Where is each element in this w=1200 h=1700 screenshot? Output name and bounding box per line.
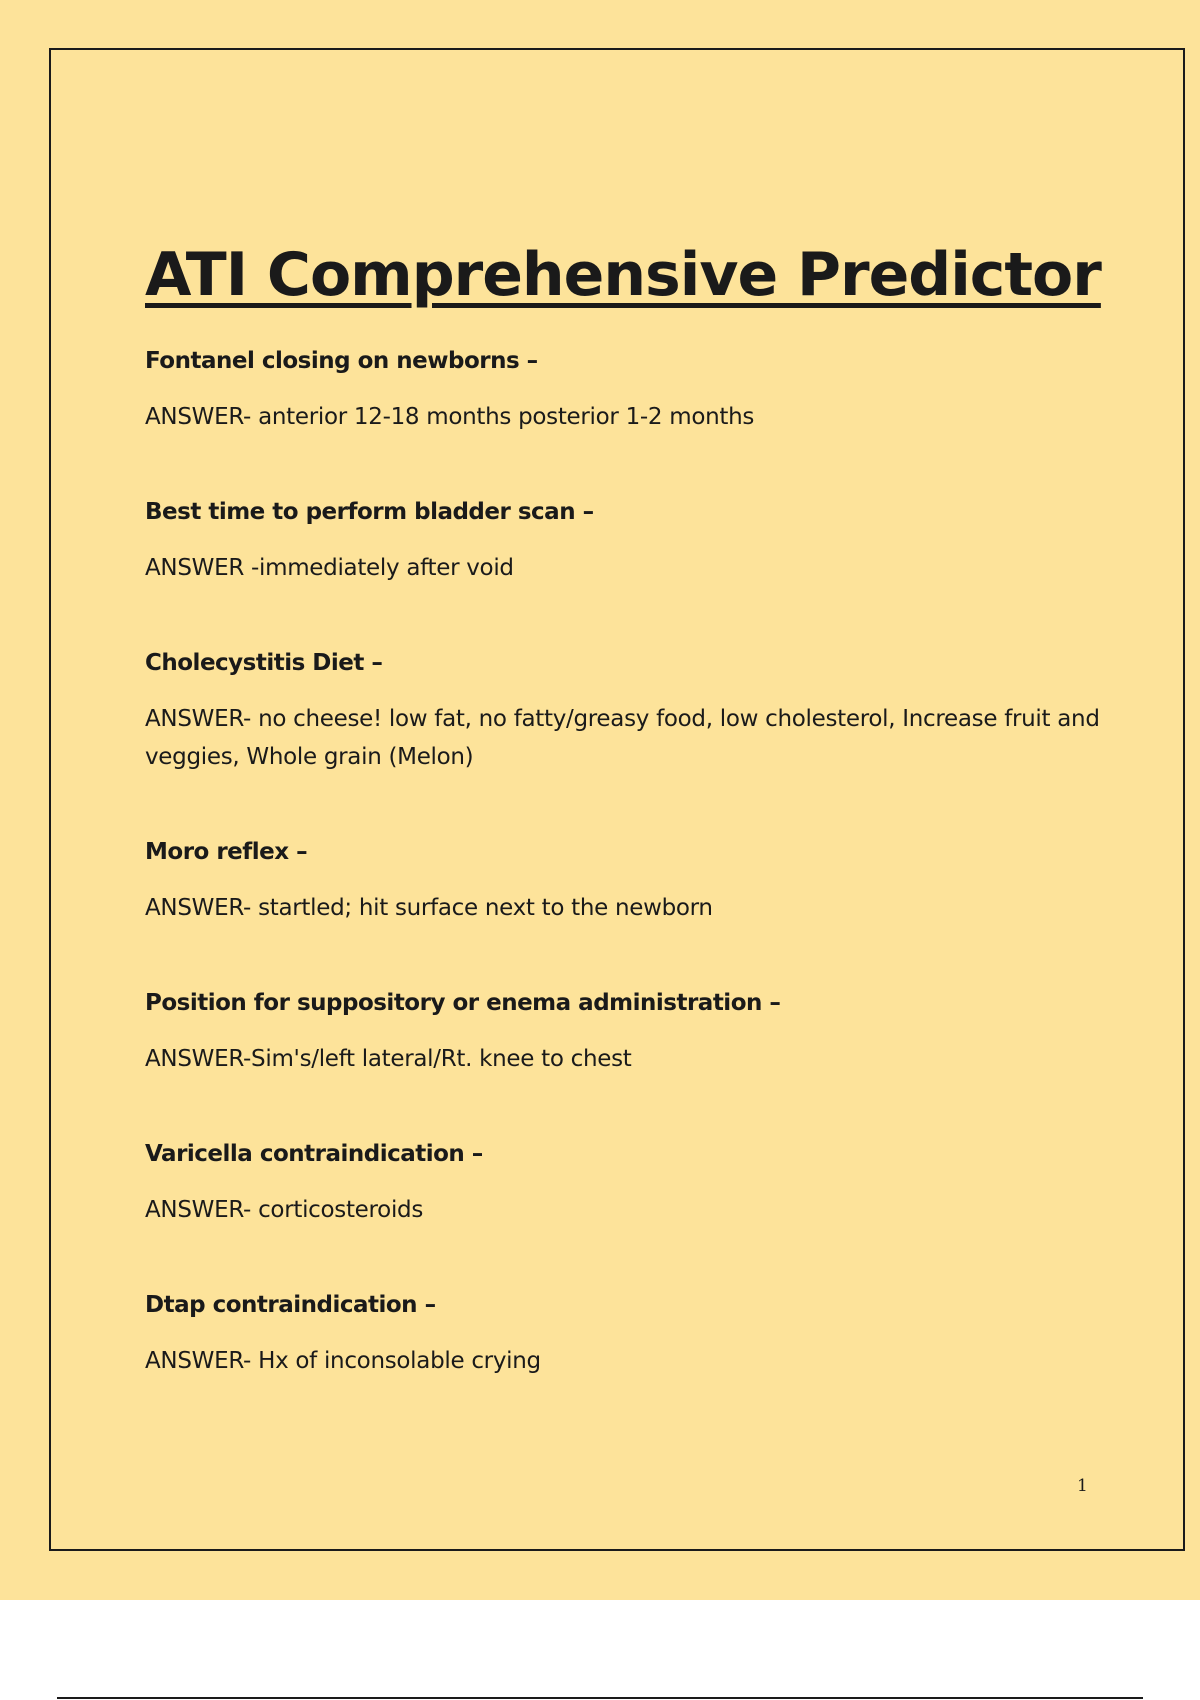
question-text: Dtap contraindication – <box>145 1292 436 1318</box>
answer-text: ANSWER -immediately after void <box>145 555 514 581</box>
question-text: Fontanel closing on newborns – <box>145 348 538 374</box>
answer-text: ANSWER- no cheese! low fat, no fatty/greasy food, low cholesterol, Increase fruit and veggies, Whole grain (Melon) <box>145 706 1100 770</box>
question-text: Cholecystitis Diet – <box>145 650 383 676</box>
answer-text: ANSWER- startled; hit surface next to the newborn <box>145 895 713 921</box>
qa-item <box>145 345 1105 436</box>
answer-text: ANSWER- corticosteroids <box>145 1197 424 1223</box>
qa-item <box>145 1289 1105 1380</box>
qa-item <box>145 647 1105 776</box>
qa-item <box>145 496 1105 587</box>
answer-text: ANSWER- anterior 12-18 months posterior 1-2 months <box>145 404 755 430</box>
qa-item <box>145 987 1105 1078</box>
page-number: 1 <box>1077 1476 1088 1496</box>
qa-item <box>145 1138 1105 1229</box>
question-text: Position for suppository or enema administration – <box>145 990 781 1016</box>
qa-list <box>145 345 1105 1440</box>
question-text: Varicella contraindication – <box>145 1141 483 1167</box>
qa-item <box>145 836 1105 927</box>
question-text: Best time to perform bladder scan – <box>145 499 594 525</box>
question-text: Moro reflex – <box>145 839 308 865</box>
answer-text: ANSWER- Hx of inconsolable crying <box>145 1348 541 1374</box>
document-title: ATI Comprehensive Predictor <box>145 240 1101 310</box>
answer-text: ANSWER-Sim's/left lateral/Rt. knee to chest <box>145 1046 632 1072</box>
footer-divider <box>57 1697 1143 1699</box>
